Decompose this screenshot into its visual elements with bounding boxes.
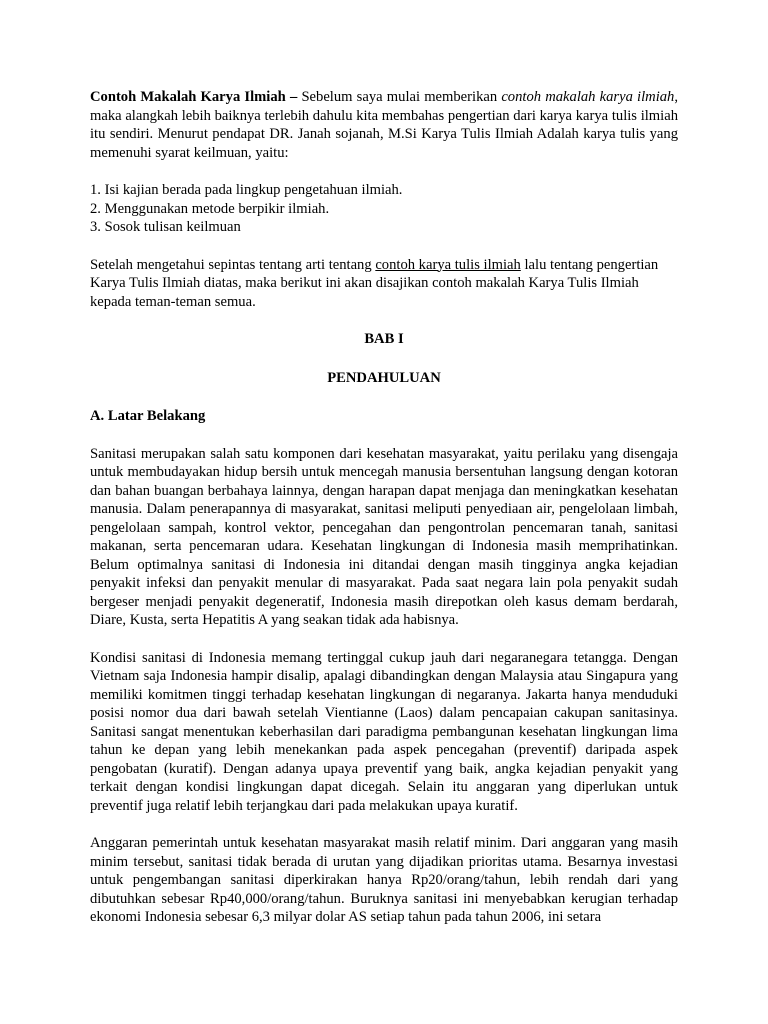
list-item: 1. Isi kajian berada pada lingkup pengetahuan ilmiah. [90,182,403,198]
intro-title: Contoh Makalah Karya Ilmiah – [90,89,298,105]
section-heading: A. Latar Belakang [90,408,206,424]
criteria-list [90,181,678,237]
intro-text-2: , maka alangkah lebih baiknya terlebih dahulu kita membahas pengertian dari karya karya tulis ilmiah itu sendiri. Menurut pendapat DR. Janah sojanah, M.Si Karya Tulis Ilmiah Adalah karya tulis yang memenuhi syarat keilmuan, yaitu: [90,89,679,161]
transition-text-1: Setelah mengetahui sepintas tentang arti tentang [90,256,376,273]
transition-text-2: lalu tentang pengertian Karya Tulis Ilmiah diatas, maka berikut ini akan disajikan contoh makalah Karya Tulis Ilmiah kepada teman-teman semua. [90,256,659,310]
body-paragraph: Sanitasi merupakan salah satu komponen dari kesehatan masyarakat, yaitu perilaku yang disengaja untuk membudayakan hidup bersih untuk mencegah manusia bersentuhan langsung dengan kotoran dan bahan buangan berbahaya lainnya, dengan harapan dapat menjaga dan meningkatkan kesehatan manusia. Dalam penerapannya di masyarakat, sanitasi meliputi penyediaan air, pengelolaan limbah, pengelolaan sampah, kontrol vektor, pencegahan dan pengontrolan pencemaran tanah, sanitasi makanan, serta pencemaran udara. Kesehatan lingkungan di Indonesia masih memprihatinkan. Belum optimalnya sanitasi di Indonesia ini ditandai dengan masih tingginya angka kejadian penyakit infeksi dan penyakit menular di masyarakat. Pada saat negara lain pola penyakit sudah bergeser menjadi penyakit degeneratif, Indonesia masih direpotkan oleh kasus demam berdarah, Diare, Kusta, serta Hepatitis A yang seakan tidak ada habisnya. [90,445,678,628]
chapter-title: PENDAHULUAN [327,369,441,386]
document-page [90,88,678,946]
intro-paragraph [90,88,678,162]
chapter-heading: BAB I [364,331,404,347]
body-paragraph: Anggaran pemerintah untuk kesehatan masyarakat masih relatif minim. Dari anggaran yang masih minim tersebut, sanitasi tidak berada di urutan yang dijadikan prioritas utama. Besarnya investasi untuk pengembangan sanitasi diperkirakan hanya Rp20/orang/tahun, lebih rendah dari yang dibutuhkan sebesar Rp40,000/orang/tahun. Buruknya sanitasi ini menyebabkan kerugian terhadap ekonomi Indonesia sebesar 6,3 milyar dolar AS setiap tahun pada tahun 2006, ini setara [90,835,678,925]
intro-text-1: Sebelum saya mulai memberikan [297,89,502,105]
body-paragraph: Kondisi sanitasi di Indonesia memang tertinggal cukup jauh dari negaranegara tetangga. Dengan Vietnam saja Indonesia hampir disalip, apalagi dibandingkan dengan Malaysia atau Singapura yang memiliki komitmen tinggi terhadap kesehatan lingkungan di negaranya. Jakarta hanya menduduki posisi nomor dua dari bawah setelah Vientianne (Laos) dalam pencapaian cakupan sanitasinya. Sanitasi sangat menentukan keberhasilan dari paradigma pembangunan kesehatan lingkungan lima tahun ke depan yang lebih menekankan pada aspek pencegahan (preventif) daripada aspek pengobatan (kuratif). Dengan adanya upaya preventif yang baik, angka kejadian penyakit yang terkait dengan kondisi lingkungan dapat dicegah. Selain itu anggaran yang diperlukan untuk preventif juga relatif lebih terjangkau dari pada melakukan upaya kuratif. [90,649,678,814]
transition-paragraph [90,256,678,312]
list-item: 2. Menggunakan metode berpikir ilmiah. [90,200,330,217]
list-item: 3. Sosok tulisan keilmuan [90,219,241,235]
intro-italic-term: contoh makalah karya ilmiah [501,89,675,105]
karya-tulis-link[interactable]: contoh karya tulis ilmiah [375,256,521,273]
